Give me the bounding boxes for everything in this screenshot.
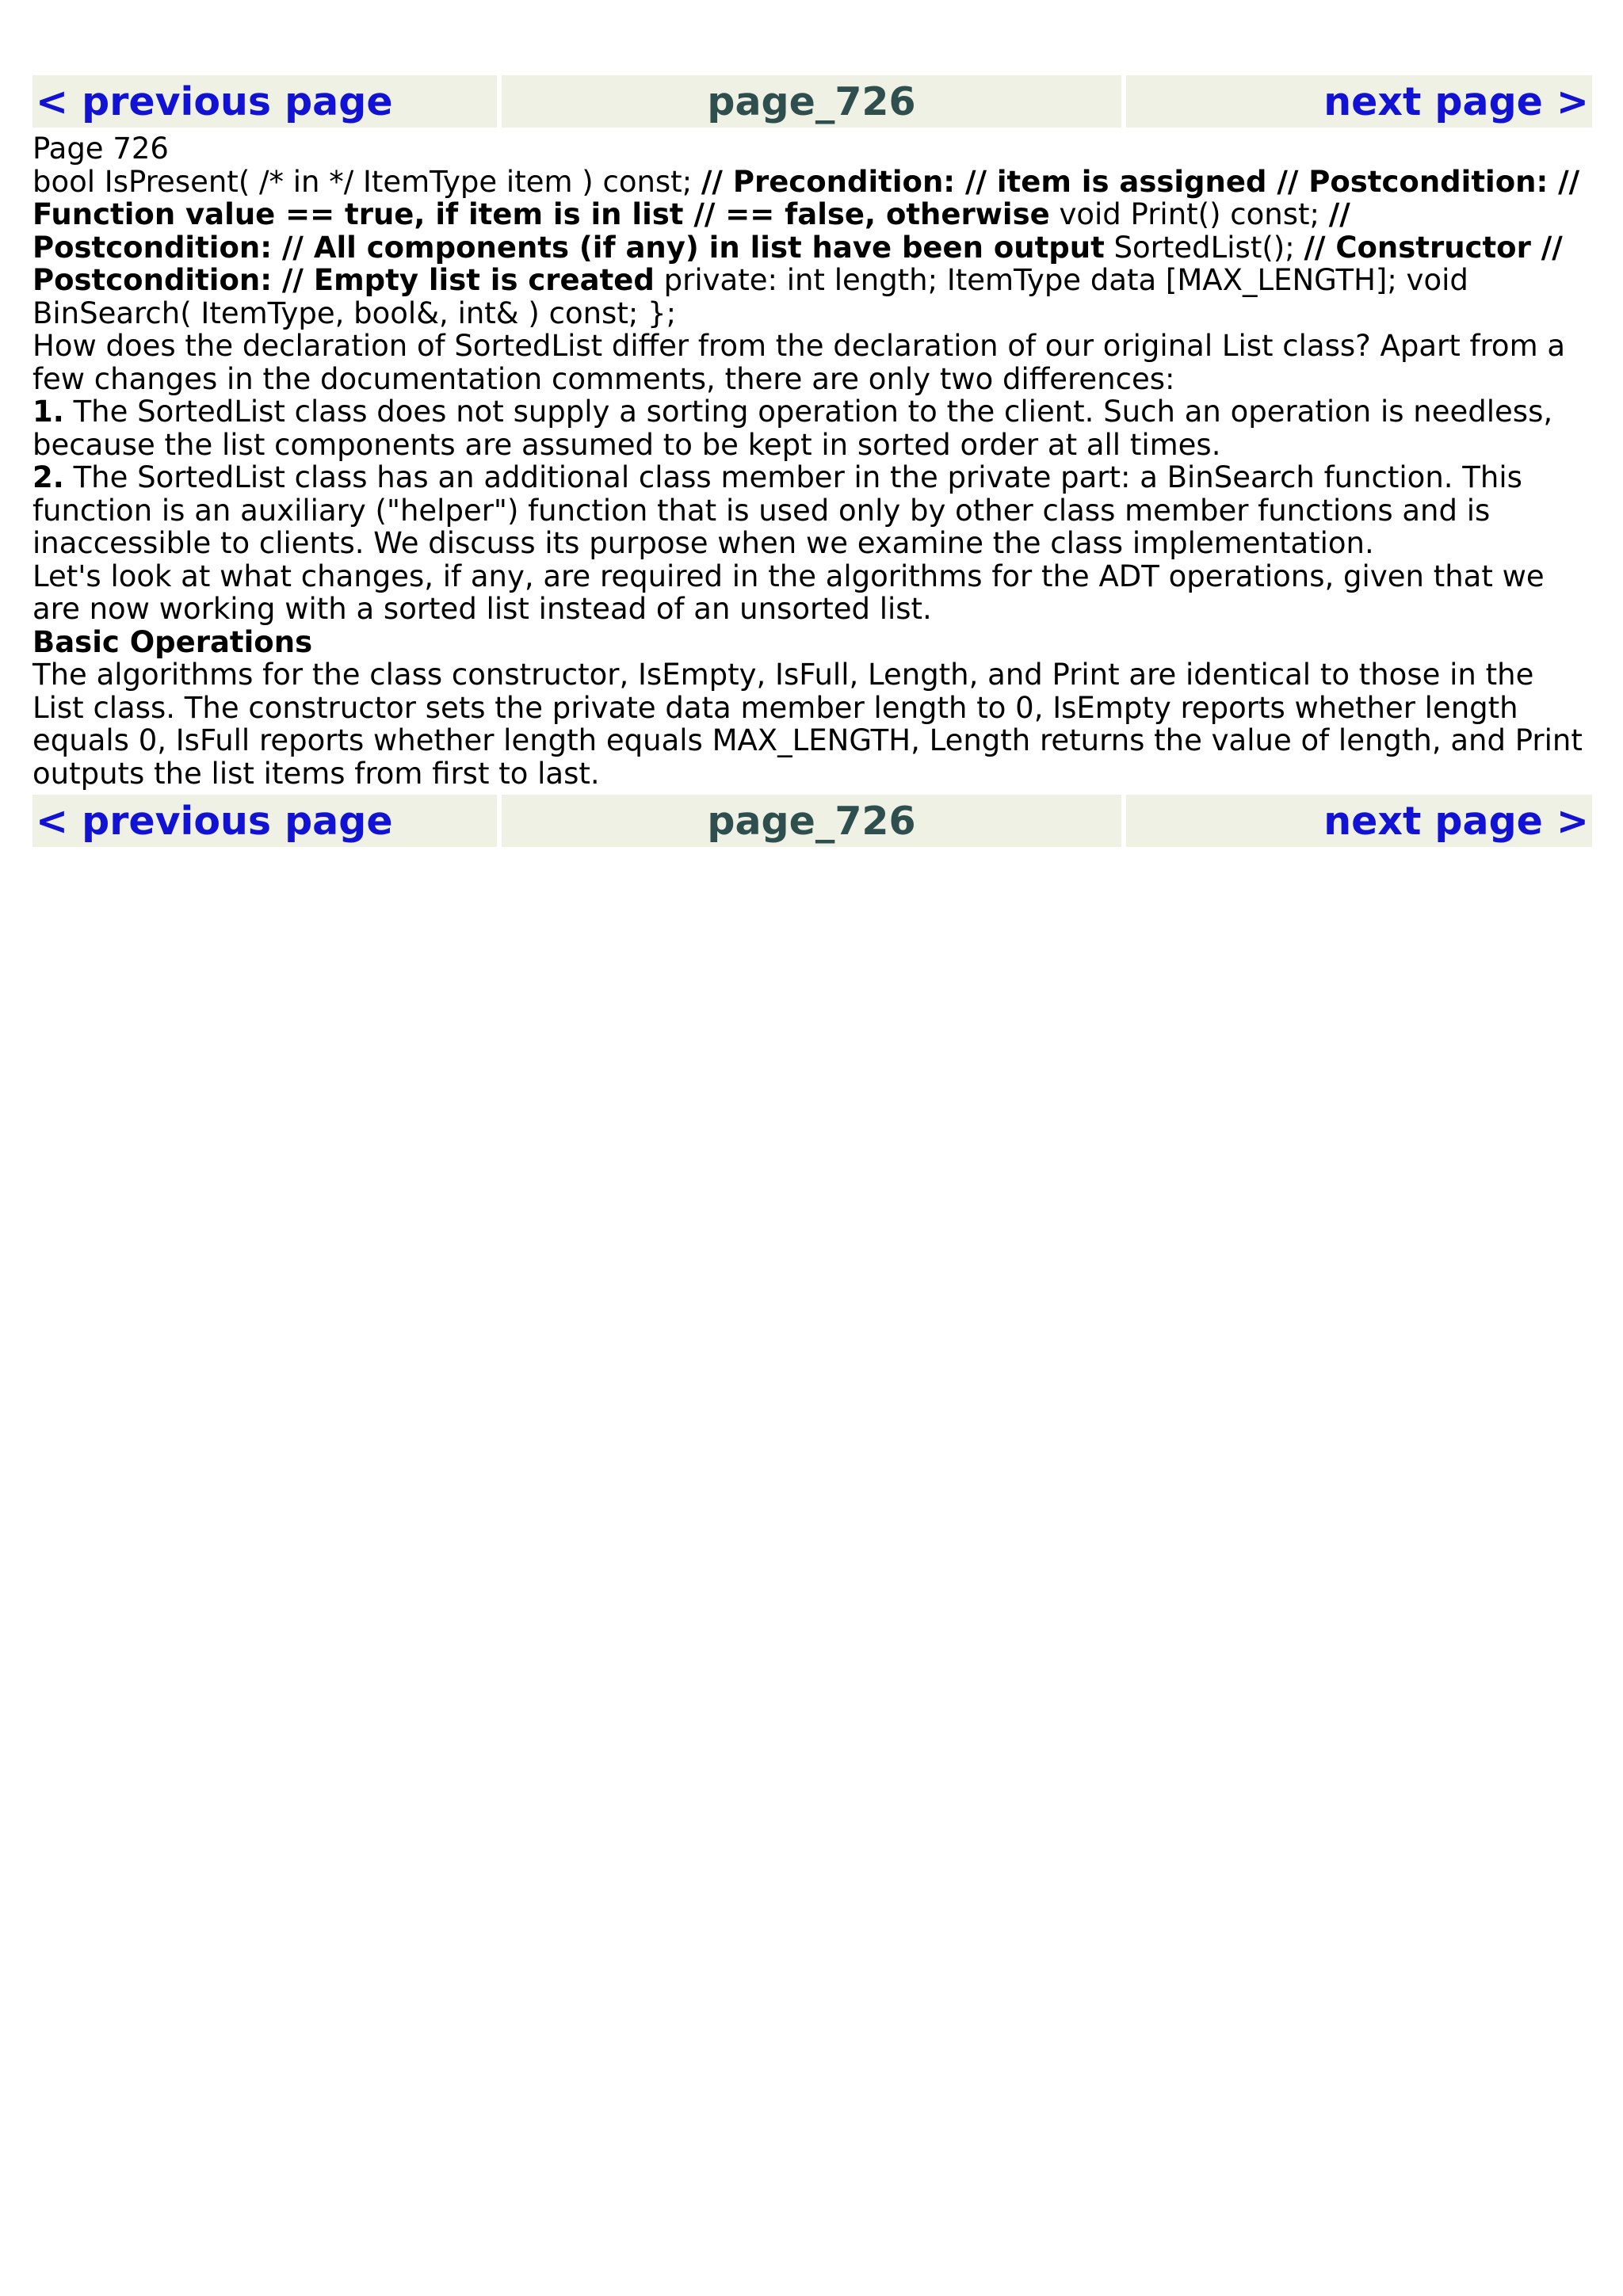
code-declaration [32,166,1592,330]
difference-item-1 [32,395,1592,461]
code-text: SortedList(); [1104,230,1304,265]
item-number: 1. [32,395,64,429]
code-comment: // Constructor // Postcondition: // Empty list is created [32,230,1563,297]
intro-paragraph: How does the declaration of SortedList differ from the declaration of our original List class? Apart from a few changes in the documentation comments, there are only two differences: [32,329,1566,396]
code-text: void Print() const; [1049,197,1329,231]
bottom-nav-bar [32,795,1592,847]
lets-look-paragraph: Let's look at what changes, if any, are required in the algorithms for the ADT operations, given that we are now working with a sorted list instead of an unsorted list. [32,559,1545,626]
item-text: The SortedList class has an additional class member in the private part: a BinSearch function. This function is an auxiliary ("helper") function that is used only by other class member functions and is inaccessible to clients. We discuss its purpose when we examine the class implementation. [32,460,1522,560]
next-page-link[interactable]: next page > [1126,795,1592,847]
item-text: The SortedList class does not supply a sorting operation to the client. Such an operation is needless, because the list components are assumed to be kept in sorted order at all times. [32,395,1553,462]
page-label: page_726 [502,795,1121,847]
previous-page-link[interactable]: < previous page [32,75,497,128]
page-number: Page 726 [32,132,169,166]
code-comment: // Precondition: // item is assigned // Postcondition: // Function value == true, if item is in list // == false, otherwise [32,164,1580,231]
top-nav-bar [32,75,1592,128]
page-content [32,132,1592,790]
page-wrapper [32,75,1592,847]
page-label: page_726 [502,75,1121,128]
previous-page-link[interactable]: < previous page [32,795,497,847]
difference-item-2 [32,461,1592,560]
next-page-link[interactable]: next page > [1126,75,1592,128]
section-heading [32,626,1592,659]
basic-operations-paragraph: The algorithms for the class constructor, IsEmpty, IsFull, Length, and Print are identical to those in the List class. The constructor sets the private data member length to 0, IsEmpty reports whether length equals 0, IsFull reports whether length equals MAX_LENGTH, Length returns the value of length, and Print outputs the list items from first to last. [32,658,1583,791]
section-heading-text: Basic Operations [32,624,313,659]
item-number: 2. [32,460,64,494]
code-comment: // Postcondition: // All components (if any) in list have been output [32,197,1350,265]
code-text: bool IsPresent( /* in */ ItemType item ) const; [32,164,701,199]
code-text: private: int length; ItemType data [MAX_LENGTH]; void BinSearch( ItemType, bool&, int& ) const; }; [32,263,1468,330]
